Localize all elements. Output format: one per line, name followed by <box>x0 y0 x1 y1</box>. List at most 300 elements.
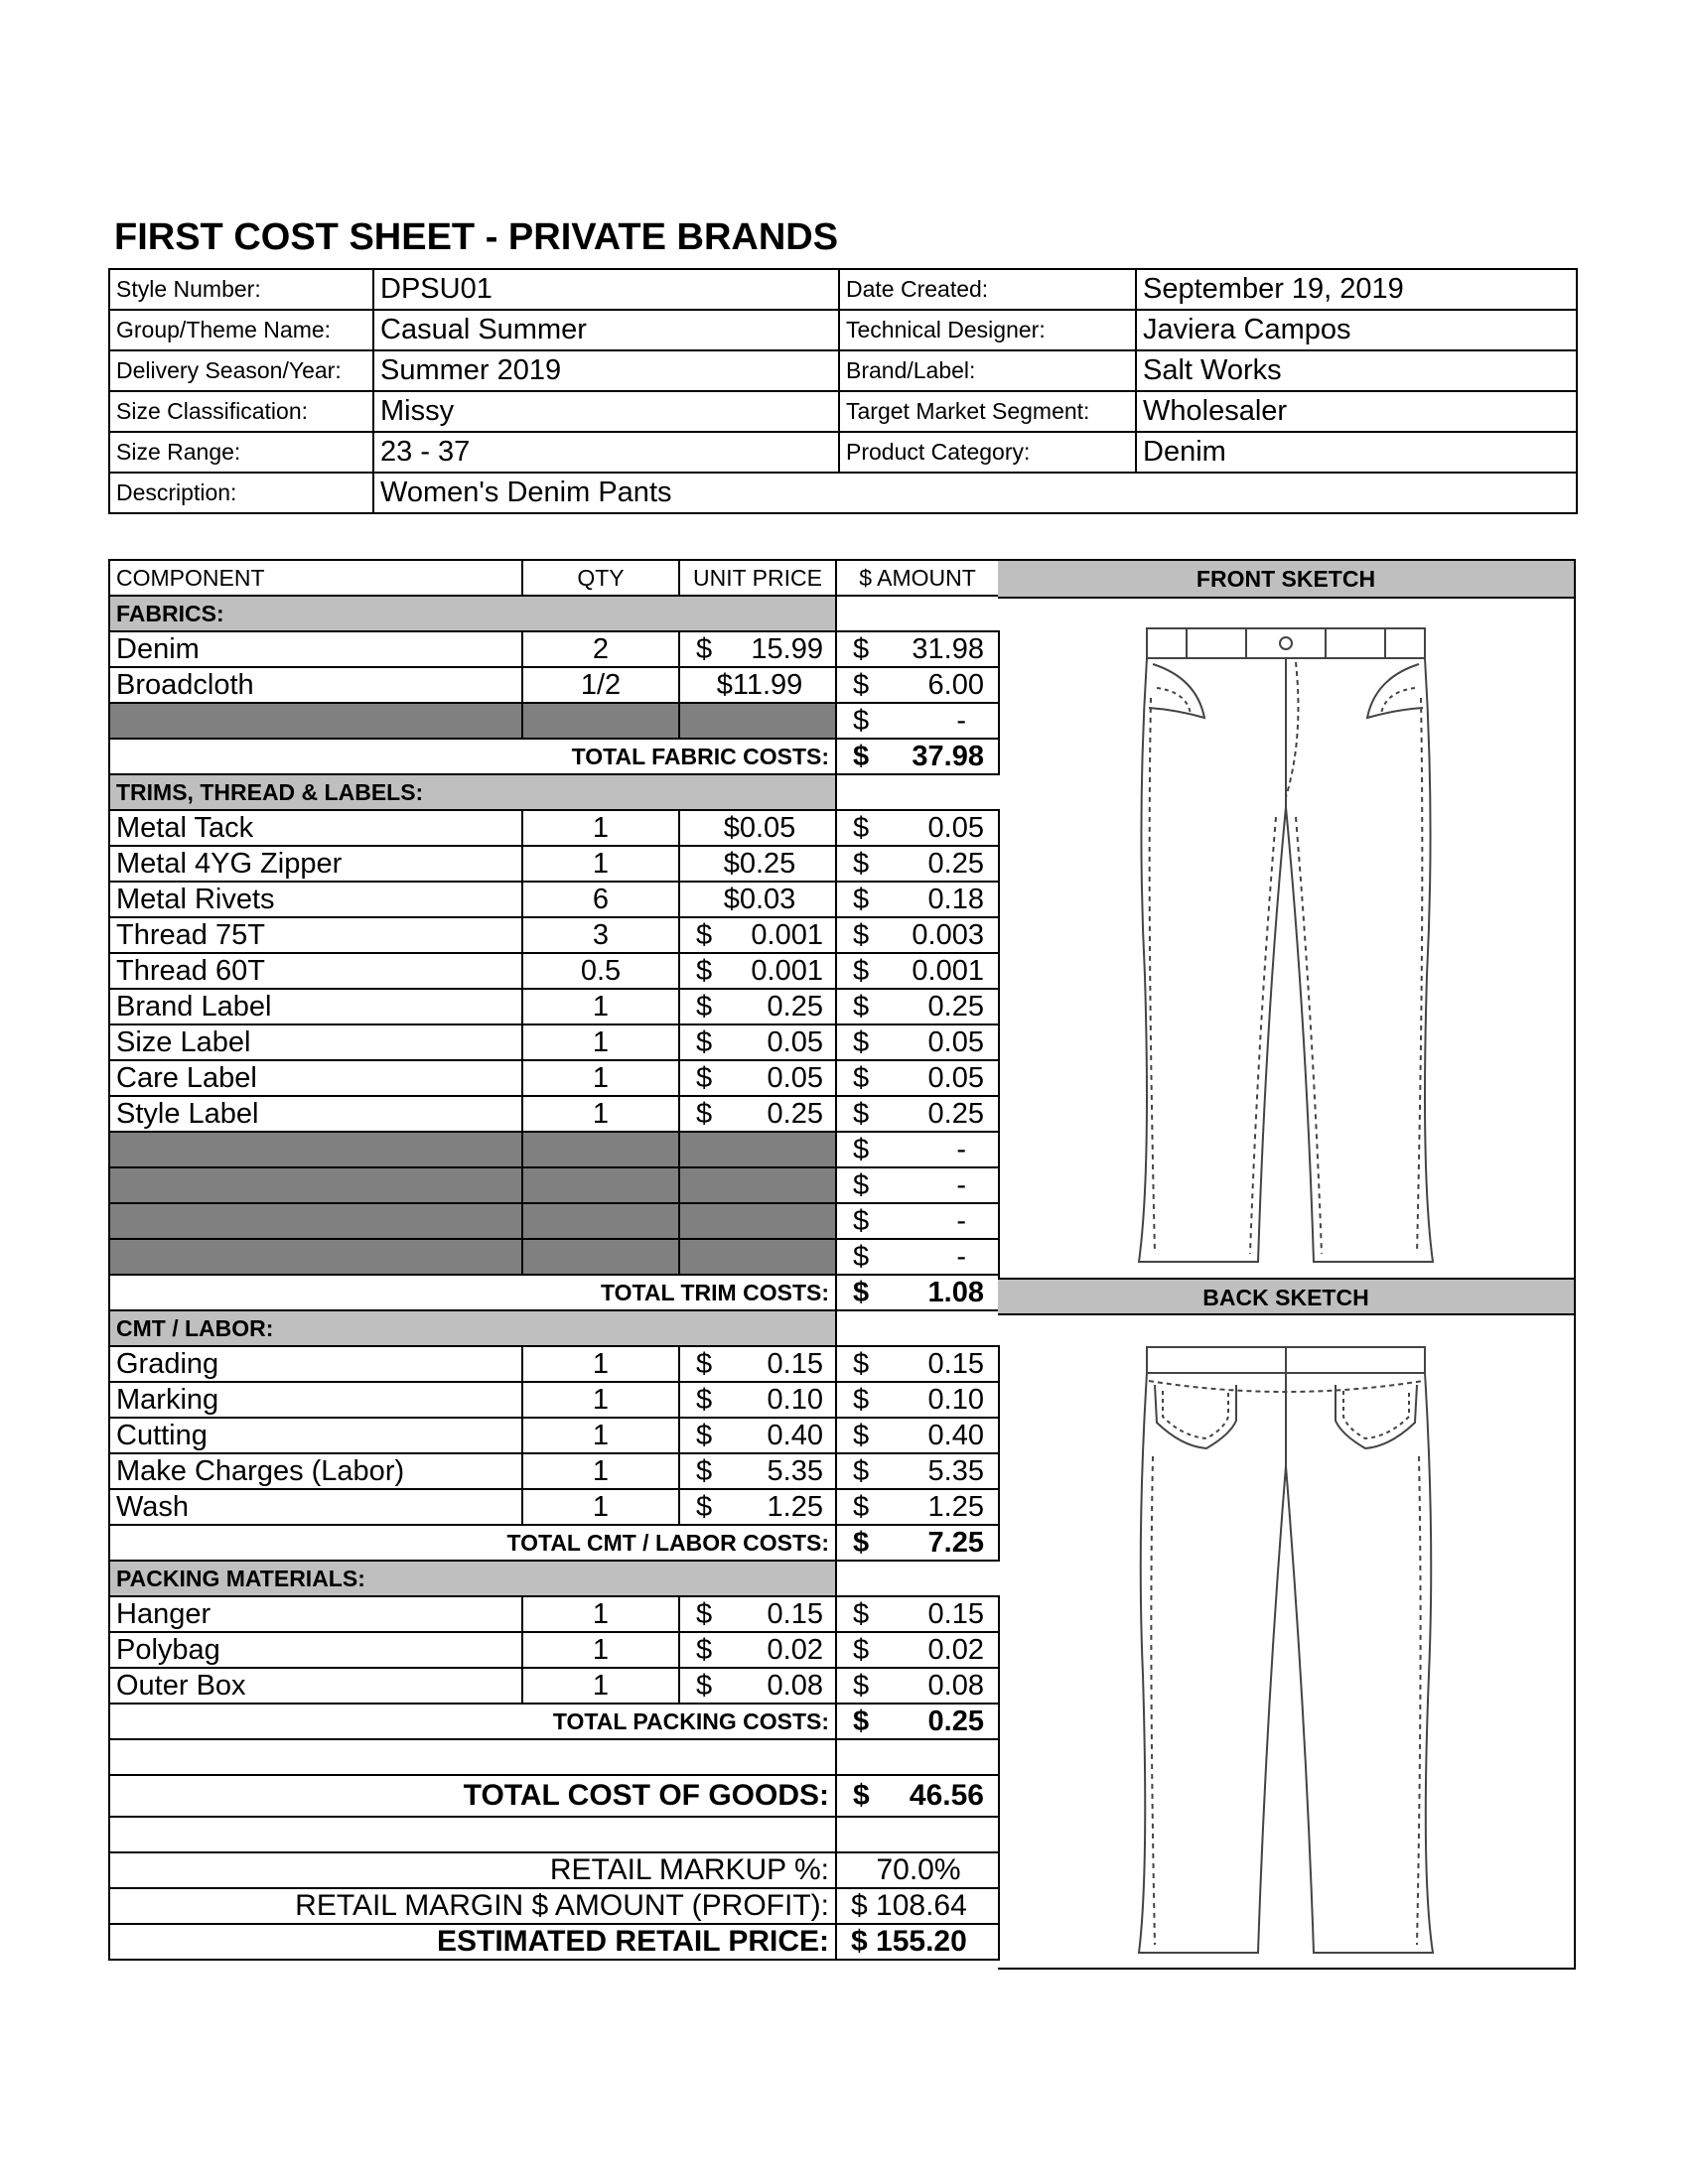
table-row <box>109 1096 999 1132</box>
money-value: - <box>956 704 966 737</box>
currency-symbol: $ <box>853 1097 870 1130</box>
money-value: 6.00 <box>927 668 984 701</box>
currency-symbol: $ <box>853 1633 870 1666</box>
qty-cell[interactable]: 1 <box>522 989 679 1024</box>
target-market-value[interactable]: Wholesaler <box>1136 391 1577 432</box>
currency-symbol: $ <box>696 918 713 951</box>
size-classification-value[interactable]: Missy <box>373 391 839 432</box>
spacer-cell <box>836 1817 999 1852</box>
money-value: 0.02 <box>927 1633 984 1666</box>
trims-total-row <box>109 1275 999 1310</box>
empty-qty-cell[interactable] <box>522 1239 679 1275</box>
target-market-label: Target Market Segment: <box>839 391 1136 432</box>
empty-unit-cell[interactable] <box>679 1203 836 1239</box>
qty-cell[interactable]: 2 <box>522 631 679 667</box>
money-value: 7.25 <box>927 1526 984 1559</box>
empty-row <box>109 1239 999 1275</box>
money-value: 0.05 <box>927 1061 984 1094</box>
money-value: 0.15 <box>767 1597 823 1630</box>
empty-component-cell[interactable] <box>109 703 522 739</box>
section-header-blank <box>836 1561 999 1596</box>
amount-cell <box>836 1489 999 1525</box>
unit-price <box>694 1062 825 1095</box>
estimated-retail-price-label: ESTIMATED RETAIL PRICE: <box>109 1924 836 1960</box>
unit-price <box>694 633 825 666</box>
qty-cell[interactable]: 1 <box>522 1382 679 1418</box>
currency-symbol: $ <box>696 1633 713 1666</box>
currency-symbol: $ <box>853 1597 870 1630</box>
empty-row <box>109 1132 999 1167</box>
packing-section-row <box>109 1561 999 1596</box>
unit-price-cell[interactable] <box>679 1632 836 1668</box>
currency-symbol: $ <box>853 990 870 1023</box>
empty-amount-cell <box>836 703 999 739</box>
money-value: 15.99 <box>751 632 823 665</box>
money-value: 0.001 <box>751 918 823 951</box>
currency-symbol: $ <box>853 1779 870 1812</box>
table-row <box>109 1596 999 1632</box>
empty-unit-cell[interactable] <box>679 703 836 739</box>
component-name[interactable]: Cutting <box>109 1418 522 1453</box>
trims-total-value <box>836 1275 999 1310</box>
spacer-cell <box>109 1817 836 1852</box>
empty-amount-cell <box>836 1132 999 1167</box>
currency-symbol: $ <box>853 1526 870 1559</box>
money-value: 0.001 <box>751 954 823 987</box>
fabrics-total-row <box>109 739 999 774</box>
currency-symbol: $ <box>853 740 870 772</box>
amount <box>851 991 986 1024</box>
qty-cell[interactable]: 1 <box>522 846 679 882</box>
component-name[interactable]: Metal 4YG Zipper <box>109 846 522 882</box>
money-value: - <box>956 1240 966 1273</box>
currency-symbol: $ <box>696 1061 713 1094</box>
unit-price <box>694 919 825 952</box>
component-name[interactable]: Polybag <box>109 1632 522 1668</box>
component-name[interactable]: Metal Rivets <box>109 882 522 917</box>
unit-price-cell[interactable] <box>679 1489 836 1525</box>
money-value: 37.98 <box>912 740 984 772</box>
table-row <box>109 917 999 953</box>
currency-symbol: $ <box>853 1204 870 1237</box>
component-name[interactable]: Hanger <box>109 1596 522 1632</box>
date-created-value[interactable]: September 19, 2019 <box>1136 269 1577 310</box>
empty-component-cell[interactable] <box>109 1167 522 1203</box>
cmt-total-value <box>836 1525 999 1561</box>
money-value: - <box>956 1133 966 1165</box>
summary-row <box>109 1888 999 1924</box>
currency-symbol: $ <box>696 1383 713 1416</box>
product-category-value[interactable]: Denim <box>1136 432 1577 473</box>
qty-cell[interactable]: 1 <box>522 1346 679 1382</box>
amount <box>851 1634 986 1667</box>
money-value: 0.05 <box>767 1061 823 1094</box>
group-theme-label: Group/Theme Name: <box>109 310 373 350</box>
table-row <box>109 1346 999 1382</box>
qty-cell[interactable]: 1 <box>522 1060 679 1096</box>
unit-price-cell[interactable] <box>679 1453 836 1489</box>
packing-total-row <box>109 1704 999 1739</box>
money-value: 1.25 <box>767 1490 823 1523</box>
estimated-retail-price-value: $ 155.20 <box>836 1924 999 1960</box>
unit-price <box>694 1634 825 1667</box>
money-value: 0.02 <box>767 1633 823 1666</box>
table-row <box>109 1632 999 1668</box>
section-header-blank <box>836 1310 999 1346</box>
money-value: - <box>956 1168 966 1201</box>
unit-price-cell[interactable] <box>679 1060 836 1096</box>
currency-symbol: $ <box>853 1490 870 1523</box>
empty-row <box>109 703 999 739</box>
money-value: - <box>956 1204 966 1237</box>
cmt-total-label: TOTAL CMT / LABOR COSTS: <box>109 1525 836 1561</box>
amount <box>851 812 986 845</box>
empty-qty-cell[interactable] <box>522 1132 679 1167</box>
currency-symbol: $ <box>696 1669 713 1702</box>
empty-qty-cell[interactable] <box>522 703 679 739</box>
currency-symbol: $ <box>696 954 713 987</box>
qty-cell[interactable]: 1 <box>522 1632 679 1668</box>
component-name[interactable]: Metal Tack <box>109 810 522 846</box>
currency-symbol: $ <box>853 1454 870 1487</box>
table-row <box>109 631 999 667</box>
back-sketch-header: BACK SKETCH <box>998 1278 1574 1315</box>
component-name[interactable]: Brand Label <box>109 989 522 1024</box>
amount-cell <box>836 667 999 703</box>
money-value: 0.10 <box>767 1383 823 1416</box>
currency-symbol: $ <box>853 1168 870 1201</box>
currency-symbol: $ <box>853 1347 870 1380</box>
amount <box>851 1598 986 1631</box>
technical-designer-label: Technical Designer: <box>839 310 1136 350</box>
front-sketch-jeans-icon <box>1127 618 1445 1274</box>
currency-symbol: $ <box>853 1025 870 1058</box>
qty-cell[interactable]: 1 <box>522 1453 679 1489</box>
cmt-total-row <box>109 1525 999 1561</box>
money-value: 0.15 <box>927 1597 984 1630</box>
unit-price-cell[interactable]: $0.05 <box>679 810 836 846</box>
unit-price-cell[interactable] <box>679 1346 836 1382</box>
component-name[interactable]: Wash <box>109 1489 522 1525</box>
table-row <box>109 1453 999 1489</box>
currency-symbol: $ <box>853 1061 870 1094</box>
empty-qty-cell[interactable] <box>522 1203 679 1239</box>
qty-cell[interactable]: 1 <box>522 1489 679 1525</box>
currency-symbol: $ <box>696 1454 713 1487</box>
money-value: 1.25 <box>927 1490 984 1523</box>
qty-cell[interactable]: 1 <box>522 1668 679 1704</box>
spacer-row <box>109 1739 999 1775</box>
unit-price-cell[interactable]: $0.03 <box>679 882 836 917</box>
amount-cell <box>836 1096 999 1132</box>
unit-price <box>694 1026 825 1059</box>
amount <box>851 1384 986 1417</box>
currency-symbol: $ <box>853 811 870 844</box>
table-row <box>109 882 999 917</box>
qty-cell[interactable]: 6 <box>522 882 679 917</box>
money-value: 0.25 <box>767 990 823 1023</box>
money-value: 0.15 <box>767 1347 823 1380</box>
group-theme-value[interactable]: Casual Summer <box>373 310 839 350</box>
qty-cell[interactable]: 3 <box>522 917 679 953</box>
style-number-value[interactable]: DPSU01 <box>373 269 839 310</box>
total-amount <box>851 1277 986 1309</box>
money-value: 0.25 <box>927 990 984 1023</box>
amount <box>851 955 986 988</box>
currency-symbol: $ <box>853 1705 870 1737</box>
unit-price-cell[interactable]: $11.99 <box>679 667 836 703</box>
component-name[interactable]: Thread 75T <box>109 917 522 953</box>
amount <box>851 1205 986 1238</box>
component-name[interactable]: Grading <box>109 1346 522 1382</box>
amount <box>851 633 986 666</box>
unit-price <box>694 1098 825 1131</box>
empty-component-cell[interactable] <box>109 1203 522 1239</box>
qty-header: QTY <box>522 560 679 596</box>
component-name[interactable]: Style Label <box>109 1096 522 1132</box>
delivery-season-label: Delivery Season/Year: <box>109 350 373 391</box>
empty-row <box>109 1203 999 1239</box>
cmt-section-row <box>109 1310 999 1346</box>
empty-row <box>109 1167 999 1203</box>
technical-designer-value[interactable]: Javiera Campos <box>1136 310 1577 350</box>
qty-cell[interactable]: 1 <box>522 1024 679 1060</box>
currency-symbol: $ <box>696 1490 713 1523</box>
style-number-label: Style Number: <box>109 269 373 310</box>
unit-price-cell[interactable] <box>679 989 836 1024</box>
unit-price <box>694 1348 825 1381</box>
size-classification-label: Size Classification: <box>109 391 373 432</box>
amount-cell <box>836 917 999 953</box>
amount <box>851 1241 986 1274</box>
cost-table-body <box>109 560 999 1960</box>
section-header-blank <box>836 774 999 810</box>
money-value: 0.003 <box>912 918 984 951</box>
size-range-value[interactable]: 23 - 37 <box>373 432 839 473</box>
sketch-panel <box>998 559 1576 1970</box>
amount <box>851 1134 986 1166</box>
unit-price <box>694 1455 825 1488</box>
amount-cell <box>836 882 999 917</box>
amount-cell <box>836 953 999 989</box>
table-row <box>109 989 999 1024</box>
packing-section-label: PACKING MATERIALS: <box>109 1561 836 1596</box>
unit-price-cell[interactable] <box>679 1024 836 1060</box>
component-name[interactable]: Outer Box <box>109 1668 522 1704</box>
cmt-section-label: CMT / LABOR: <box>109 1310 836 1346</box>
currency-symbol: $ <box>696 1597 713 1630</box>
table-row <box>109 1382 999 1418</box>
amount-cell <box>836 1418 999 1453</box>
money-value: 0.05 <box>927 811 984 844</box>
summary-row <box>109 1775 999 1817</box>
unit-price-header: UNIT PRICE <box>679 560 836 596</box>
fabrics-section-row <box>109 596 999 631</box>
unit-price-cell[interactable] <box>679 631 836 667</box>
unit-price-cell[interactable] <box>679 1418 836 1453</box>
unit-price-cell[interactable] <box>679 917 836 953</box>
currency-symbol: $ <box>853 1240 870 1273</box>
spacer-row <box>109 1817 999 1852</box>
money-value: 0.08 <box>927 1669 984 1702</box>
money-value: 0.18 <box>927 883 984 915</box>
currency-symbol: $ <box>696 632 713 665</box>
currency-symbol: $ <box>696 1025 713 1058</box>
money-value: 5.35 <box>927 1454 984 1487</box>
amount <box>851 1420 986 1452</box>
component-name[interactable]: Denim <box>109 631 522 667</box>
currency-symbol: $ <box>853 1419 870 1451</box>
component-header: COMPONENT <box>109 560 522 596</box>
unit-price <box>694 1670 825 1703</box>
packing-total-label: TOTAL PACKING COSTS: <box>109 1704 836 1739</box>
table-row <box>109 846 999 882</box>
table-row <box>109 1668 999 1704</box>
currency-symbol: $ <box>853 1276 870 1308</box>
total-cost-of-goods-amount <box>851 1779 986 1813</box>
summary-row <box>109 1852 999 1888</box>
empty-unit-cell[interactable] <box>679 1167 836 1203</box>
empty-component-cell[interactable] <box>109 1132 522 1167</box>
unit-price-cell[interactable] <box>679 1668 836 1704</box>
unit-price-cell[interactable] <box>679 953 836 989</box>
fabrics-total-value <box>836 739 999 774</box>
amount <box>851 705 986 738</box>
amount-cell <box>836 1346 999 1382</box>
packing-total-value <box>836 1704 999 1739</box>
qty-cell[interactable]: 1 <box>522 810 679 846</box>
fabrics-section-label: FABRICS: <box>109 596 836 631</box>
total-cost-of-goods-value <box>836 1775 999 1817</box>
component-name[interactable]: Size Label <box>109 1024 522 1060</box>
amount <box>851 919 986 952</box>
brand-label-label: Brand/Label: <box>839 350 1136 391</box>
currency-symbol: $ <box>853 704 870 737</box>
delivery-season-value[interactable]: Summer 2019 <box>373 350 839 391</box>
unit-price-cell[interactable] <box>679 1382 836 1418</box>
product-category-label: Product Category: <box>839 432 1136 473</box>
amount-cell <box>836 1668 999 1704</box>
component-name[interactable]: Broadcloth <box>109 667 522 703</box>
trims-section-label: TRIMS, THREAD & LABELS: <box>109 774 836 810</box>
total-amount <box>851 741 986 773</box>
qty-cell[interactable]: 1/2 <box>522 667 679 703</box>
retail-markup-label: RETAIL MARKUP %: <box>109 1852 836 1888</box>
amount-header: $ AMOUNT <box>836 560 999 596</box>
page-title: FIRST COST SHEET - PRIVATE BRANDS <box>114 216 839 258</box>
empty-amount-cell <box>836 1203 999 1239</box>
retail-margin-label: RETAIL MARGIN $ AMOUNT (PROFIT): <box>109 1888 836 1924</box>
money-value: 46.56 <box>909 1779 984 1812</box>
amount <box>851 884 986 916</box>
currency-symbol: $ <box>853 1383 870 1416</box>
component-name[interactable]: Care Label <box>109 1060 522 1096</box>
unit-price <box>694 991 825 1024</box>
total-cost-of-goods-label: TOTAL COST OF GOODS: <box>109 1775 836 1817</box>
spacer-cell <box>109 1739 836 1775</box>
section-header-blank <box>836 596 999 631</box>
money-value: 0.08 <box>767 1669 823 1702</box>
table-row <box>109 667 999 703</box>
fabrics-total-label: TOTAL FABRIC COSTS: <box>109 739 836 774</box>
table-row <box>109 1489 999 1525</box>
empty-amount-cell <box>836 1167 999 1203</box>
style-info-table <box>108 268 1578 514</box>
currency-symbol: $ <box>696 1419 713 1451</box>
money-value: 0.40 <box>927 1419 984 1451</box>
unit-price-cell[interactable] <box>679 1596 836 1632</box>
amount-cell <box>836 1382 999 1418</box>
table-row <box>109 1060 999 1096</box>
qty-cell[interactable]: 1 <box>522 1596 679 1632</box>
back-sketch-jeans-icon <box>1127 1337 1445 1963</box>
currency-symbol: $ <box>696 990 713 1023</box>
component-name[interactable]: Thread 60T <box>109 953 522 989</box>
qty-cell[interactable]: 1 <box>522 1418 679 1453</box>
component-name[interactable]: Make Charges (Labor) <box>109 1453 522 1489</box>
table-row <box>109 953 999 989</box>
date-created-label: Date Created: <box>839 269 1136 310</box>
amount-cell <box>836 846 999 882</box>
amount-cell <box>836 1453 999 1489</box>
amount <box>851 1455 986 1488</box>
retail-markup-value: 70.0% <box>836 1852 999 1888</box>
unit-price-cell[interactable]: $0.25 <box>679 846 836 882</box>
money-value: 1.08 <box>927 1276 984 1308</box>
money-value: 0.25 <box>927 1705 984 1737</box>
description-value[interactable]: Women's Denim Pants <box>373 473 1577 513</box>
unit-price <box>694 955 825 988</box>
size-range-label: Size Range: <box>109 432 373 473</box>
currency-symbol: $ <box>853 632 870 665</box>
amount-cell <box>836 989 999 1024</box>
empty-qty-cell[interactable] <box>522 1167 679 1203</box>
cost-table <box>108 559 1000 1961</box>
currency-symbol: $ <box>853 847 870 880</box>
money-value: 0.05 <box>767 1025 823 1058</box>
brand-label-value[interactable]: Salt Works <box>1136 350 1577 391</box>
empty-unit-cell[interactable] <box>679 1132 836 1167</box>
amount <box>851 669 986 702</box>
currency-symbol: $ <box>853 954 870 987</box>
trims-total-label: TOTAL TRIM COSTS: <box>109 1275 836 1310</box>
currency-symbol: $ <box>696 1097 713 1130</box>
unit-price <box>694 1384 825 1417</box>
table-row <box>109 1418 999 1453</box>
amount <box>851 1169 986 1202</box>
amount <box>851 1098 986 1131</box>
currency-symbol: $ <box>696 1347 713 1380</box>
summary-row <box>109 1924 999 1960</box>
qty-cell[interactable]: 0.5 <box>522 953 679 989</box>
money-value: 5.35 <box>767 1454 823 1487</box>
currency-symbol: $ <box>853 1669 870 1702</box>
component-name[interactable]: Marking <box>109 1382 522 1418</box>
amount-cell <box>836 1632 999 1668</box>
currency-symbol: $ <box>853 918 870 951</box>
money-value: 0.10 <box>927 1383 984 1416</box>
money-value: 0.25 <box>927 1097 984 1130</box>
empty-component-cell[interactable] <box>109 1239 522 1275</box>
unit-price-cell[interactable] <box>679 1096 836 1132</box>
total-amount <box>851 1706 986 1738</box>
amount <box>851 848 986 881</box>
money-value: 0.15 <box>927 1347 984 1380</box>
table-row <box>109 810 999 846</box>
qty-cell[interactable]: 1 <box>522 1096 679 1132</box>
empty-unit-cell[interactable] <box>679 1239 836 1275</box>
money-value: 0.05 <box>927 1025 984 1058</box>
